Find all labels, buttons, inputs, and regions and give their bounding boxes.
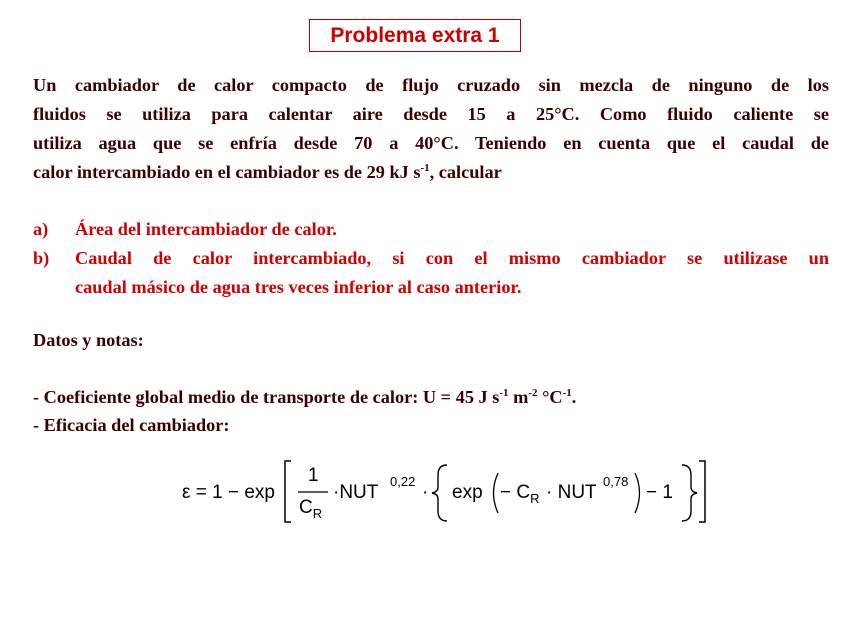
- page-title: Problema extra 1: [309, 19, 521, 52]
- formula-nut: ·NUT: [333, 482, 379, 503]
- formula-tail: − 1: [646, 482, 673, 503]
- question-list: [33, 215, 829, 302]
- data-notes-heading: Datos y notas:: [33, 330, 144, 350]
- formula-dot: ·: [422, 482, 429, 503]
- minus-c: − C: [500, 482, 531, 503]
- statement-line: Un cambiador de calor compacto de flujo cruzado sin mezcla de ninguno de los: [33, 75, 829, 95]
- exponent: -1: [562, 387, 572, 399]
- question-a: [33, 215, 829, 244]
- fraction-denominator: [299, 497, 322, 519]
- question-marker: b): [33, 248, 50, 268]
- question-b: [33, 244, 829, 302]
- unit: °C: [537, 387, 563, 407]
- period: .: [571, 387, 577, 407]
- statement-exponent: -1: [420, 162, 430, 174]
- note-efficacy: - Eficacia del cambiador:: [33, 415, 230, 435]
- statement-text-end: , calcular: [429, 162, 502, 182]
- note-text: - Coeficiente global medio de transporte de calor: U = 45 J s: [33, 387, 500, 407]
- formula-nut2: · NUT: [546, 482, 597, 503]
- exponent: -1: [499, 387, 509, 399]
- question-marker: a): [33, 219, 49, 239]
- statement-line: fluidos se utiliza para calentar aire desde 15 a 25°C. Como fluido caliente se: [33, 104, 829, 124]
- question-text: Área del intercambiador de calor.: [75, 219, 337, 239]
- exponent-nut2: 0,78: [603, 474, 629, 489]
- exponent-nut: 0,22: [390, 474, 416, 489]
- efficacy-formula: [182, 455, 712, 535]
- note-coefficient: [33, 387, 576, 408]
- subscript: R: [312, 506, 323, 521]
- subscript: R: [530, 491, 540, 506]
- c-symbol: C: [299, 497, 313, 518]
- fraction-numerator: 1: [308, 465, 319, 486]
- unit: m: [508, 387, 529, 407]
- formula-lhs: ε = 1 − exp: [182, 482, 275, 503]
- problem-statement: [33, 71, 829, 187]
- formula-exp: exp: [452, 482, 483, 503]
- statement-text: calor intercambiado en el cambiador es de 29 kJ s: [33, 162, 421, 182]
- question-text: Caudal de calor intercambiado, si con el mismo cambiador se utilizase un: [75, 248, 829, 268]
- question-text: caudal másico de agua tres veces inferior al caso anterior.: [75, 277, 522, 297]
- statement-line: utiliza agua que se enfría desde 70 a 40°C. Teniendo en cuenta que el caudal de: [33, 133, 829, 153]
- formula-brackets: [182, 455, 712, 535]
- exponent: -2: [528, 387, 538, 399]
- formula-minus-c: [500, 482, 540, 504]
- statement-line-last: [33, 158, 829, 187]
